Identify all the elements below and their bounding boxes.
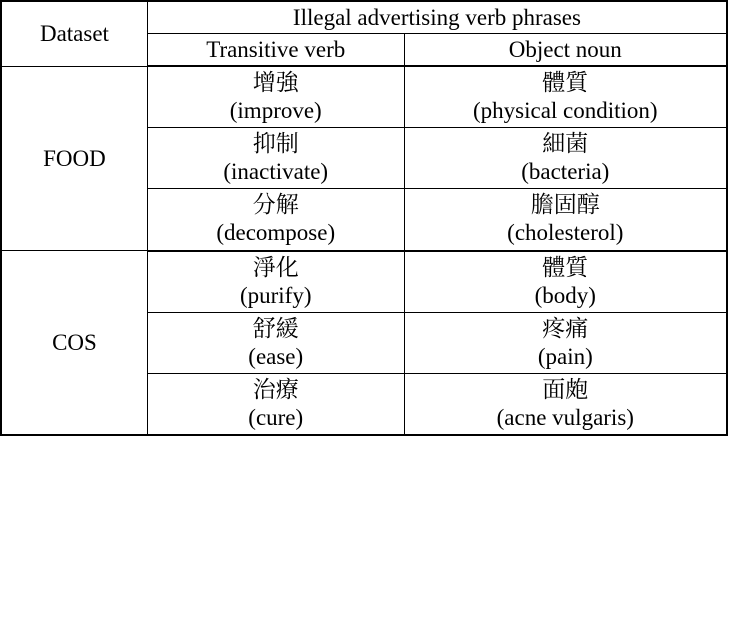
cell-noun	[404, 312, 727, 373]
header-dataset: Dataset	[1, 1, 147, 66]
verb-chinese: 增強	[252, 70, 299, 96]
verb-chinese: 治療	[252, 376, 299, 402]
cell-noun	[404, 251, 727, 313]
table-header-row-top	[1, 1, 727, 34]
noun-chinese: 疼痛	[542, 315, 589, 341]
cell-verb	[147, 373, 404, 435]
header-group-title: Illegal advertising verb phrases	[147, 1, 727, 34]
verb-chinese: 淨化	[252, 254, 299, 280]
header-object-noun: Object noun	[404, 34, 727, 67]
cell-noun	[404, 373, 727, 435]
noun-chinese: 體質	[542, 254, 589, 280]
noun-english: (cholesterol)	[507, 220, 624, 246]
noun-chinese: 細菌	[542, 131, 589, 157]
header-transitive-verb: Transitive verb	[147, 34, 404, 67]
verb-english: (cure)	[248, 404, 304, 430]
verb-english: (ease)	[248, 343, 304, 369]
noun-english: (physical condition)	[472, 98, 658, 124]
noun-english: (bacteria)	[521, 159, 610, 185]
noun-english: (body)	[534, 282, 596, 308]
noun-english: (acne vulgaris)	[496, 404, 634, 430]
cell-verb	[147, 128, 404, 189]
table-row	[1, 251, 727, 313]
verb-english: (purify)	[239, 282, 312, 308]
cell-noun	[404, 128, 727, 189]
noun-chinese: 面皰	[542, 376, 589, 402]
cell-verb	[147, 66, 404, 128]
cell-noun	[404, 189, 727, 251]
cell-verb	[147, 251, 404, 313]
verb-chinese: 舒緩	[252, 315, 299, 341]
noun-english: (pain)	[537, 343, 593, 369]
verb-chinese: 抑制	[252, 131, 299, 157]
group-label-food: FOOD	[1, 66, 147, 250]
noun-chinese: 膽固醇	[530, 192, 600, 218]
verb-english: (inactivate)	[223, 159, 329, 185]
cell-noun	[404, 66, 727, 128]
group-label-cos: COS	[1, 251, 147, 435]
noun-chinese: 體質	[542, 70, 589, 96]
verb-english: (improve)	[229, 98, 322, 124]
cell-verb	[147, 312, 404, 373]
table-row	[1, 66, 727, 128]
verb-chinese: 分解	[252, 192, 299, 218]
verb-english: (decompose)	[216, 220, 336, 246]
cell-verb	[147, 189, 404, 251]
